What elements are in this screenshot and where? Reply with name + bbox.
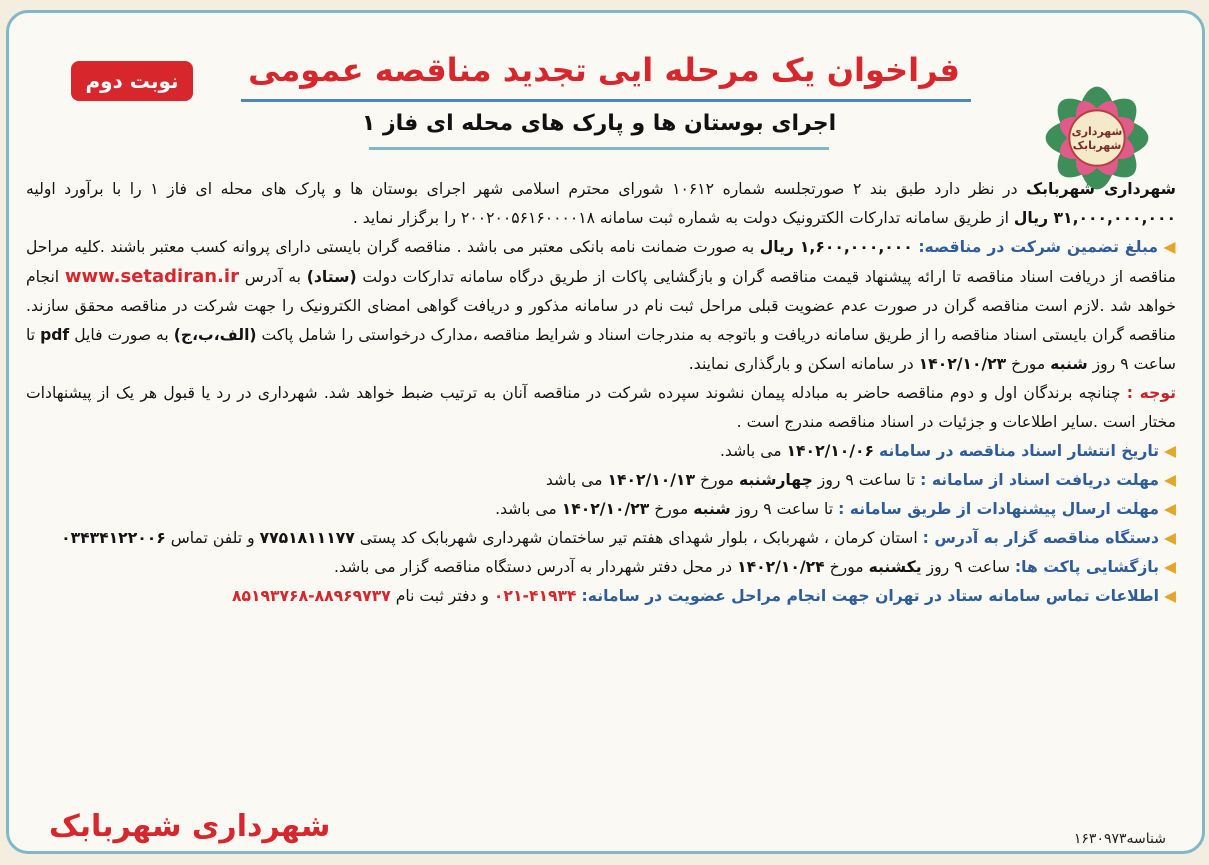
signature: شهرداری شهربابک [49,809,331,844]
page-title: فراخوان یک مرحله ایی تجدید مناقصه عمومی [248,51,960,89]
publish-tail: می باشد. [719,442,782,460]
receive-date: ۱۴۰۲/۱۰/۱۳ [607,471,695,489]
submit-date: ۱۴۰۲/۱۰/۲۳ [561,500,650,518]
contact-numbers: ۸۸۹۶۹۷۳۷-۸۵۱۹۳۷۶۸ [231,587,391,605]
receive-tail: می باشد [545,471,603,489]
bullet-arrow-icon: ◀ [1164,500,1176,518]
title-divider [241,99,971,102]
receive-pre: تا ساعت ۹ روز [817,471,916,489]
guarantee-text-4: به صورت فایل [74,326,169,344]
submit-mid: مورخ [654,500,689,518]
note-text: چنانچه برندگان اول و دوم مناقصه حاضر به مبادله پیمان نشوند سپرده شرکت در مناقصه آنان به ترتیب ضبط خواهد شد. شهرداری در رد یا قبول هر یک از پیشنهادات مختار است .سایر اطلاعات و جزئیات در اسناد مناقصه مندرج است . [26,384,1176,431]
intro-org: شهرداری شهربابک [1026,180,1176,198]
note-label: توجه : [1126,384,1177,402]
note-paragraph [26,379,1176,437]
intro-estimate: ۳۱,۰۰۰,۰۰۰,۰۰۰ ریال [1013,209,1176,227]
receive-day: چهارشنبه [738,471,813,489]
phone-number: ۰۳۴۳۴۱۲۲۰۰۶ [61,529,166,547]
guarantee-day: شنبه [1050,355,1088,373]
tender-notice [9,13,1202,851]
page-subtitle: اجرای بوستان ها و پارک های محله ای فاز ۱ [361,111,837,136]
address-label: دستگاه مناقصه گزار به آدرس : [922,529,1160,547]
opening-item [26,553,1176,582]
guarantee-label: مبلغ تضمین شرکت در مناقصه: [918,238,1158,256]
setad-label: (ستاد) [306,268,357,286]
receive-label: مهلت دریافت اسناد از سامانه : [920,471,1160,489]
packets-label: (الف،ب،ج) [173,326,257,344]
logo-text: شهرداری شهربابک [1071,125,1123,152]
opening-tail: در محل دفتر شهردار به آدرس دستگاه مناقصه گزار می باشد. [334,558,733,576]
intro-text-1: در نظر دارد طبق بند ۲ صورتجلسه شماره ۱۰۶۱۲ شورای محترم اسلامی شهر اجرای بوستان ها و پارک های محله ای فاز ۱ را با برآورد اولیه [26,180,1018,198]
submit-item [26,495,1176,524]
bullet-arrow-icon: ◀ [1164,442,1176,460]
submit-label: مهلت ارسال پیشنهادات از طریق سامانه : [838,500,1160,518]
publish-label: تاریخ انتشار اسناد مناقصه در سامانه [879,442,1160,460]
serial-number: شناسه۱۶۳۰۹۷۳ [1073,831,1166,847]
publish-date: ۱۴۰۲/۱۰/۰۶ [786,442,875,460]
opening-date: ۱۴۰۲/۱۰/۲۴ [737,558,825,576]
guarantee-amount: ۱,۶۰۰,۰۰۰,۰۰۰ ریال [759,238,913,256]
guarantee-text-7: در سامانه اسکن و بارگذاری نمایند. [688,355,914,373]
receive-mid: مورخ [699,471,734,489]
bullet-arrow-icon: ◀ [1163,238,1176,256]
bullet-arrow-icon: ◀ [1164,587,1176,605]
guarantee-paragraph [26,233,1176,379]
publish-item [26,437,1176,466]
opening-mid: مورخ [829,558,864,576]
setad-website-link[interactable]: www.setadiran.ir [64,266,239,287]
guarantee-text-5: تا ساعت ۹ روز [26,326,1176,373]
opening-pre: ساعت ۹ روز [926,558,1010,576]
submit-tail: می باشد. [495,500,557,518]
submit-day: شنبه [693,500,731,518]
contact-item [26,582,1176,611]
bullet-arrow-icon: ◀ [1164,471,1176,489]
guarantee-text-6: مورخ [1011,355,1046,373]
contact-mid: و دفتر ثبت نام [395,587,489,605]
guarantee-date: ۱۴۰۲/۱۰/۲۳ [918,355,1007,373]
guarantee-text-3: انجام خواهد شد .لازم است مناقصه گران در صورت عدم عضویت قبلی مراحل ثبت نام در سامانه مذکور و دریافت گواهی امضای الکترونیک را جهت شرکت در مناقصه محقق سازند. مناقصه گران بایستی اسناد مناقصه را از طریق سامانه دریافت و باتوجه به مندرجات اسناد و شرایط مناقصه ،مدارک درخواستی را شامل پاکت [26,268,1176,344]
intro-paragraph [26,175,1176,233]
notice-frame [6,10,1205,854]
address-item [26,524,1176,553]
postal-code: ۷۷۵۱۸۱۱۱۷۷ [259,529,355,547]
intro-text-2: از طریق سامانه تدارکات الکترونیک دولت به شماره ثبت سامانه ۲۰۰۲۰۰۵۶۱۶۰۰۰۰۱۸ را برگزار نماید . [352,209,1009,227]
receive-item [26,466,1176,495]
second-round-badge: نوبت دوم [71,61,193,101]
guarantee-text-2: به آدرس [244,268,302,286]
notice-body [26,175,1176,611]
submit-pre: تا ساعت ۹ روز [735,500,834,518]
contact-phone: ۴۱۹۳۴-۰۲۱ [493,587,577,605]
phone-label: و تلفن تماس [170,529,255,547]
bullet-arrow-icon: ◀ [1164,529,1176,547]
pdf-label: pdf [40,326,70,344]
guarantee-text-1: به صورت ضمانت نامه بانکی معتبر می باشد . مناقصه گران بایستی دارای پروانه کسب معتبر باشند .کلیه مراحل مناقصه از دریافت اسناد مناقصه تا ارائه پیشنهاد قیمت مناقصه گران و بازگشایی پاکات از طریق درگاه سامانه تدارکات دولت [26,238,1176,286]
address-text: استان کرمان ، شهربابک ، بلوار شهدای هفتم تیر ساختمان شهرداری شهربابک کد پستی [359,529,918,547]
opening-label: بازگشایی پاکت ها: [1014,558,1160,576]
bullet-arrow-icon: ◀ [1164,558,1176,576]
contact-label: اطلاعات تماس سامانه ستاد در تهران جهت انجام مراحل عضویت در سامانه: [581,587,1160,605]
subtitle-divider [369,147,829,150]
opening-day: یکشنبه [868,558,922,576]
